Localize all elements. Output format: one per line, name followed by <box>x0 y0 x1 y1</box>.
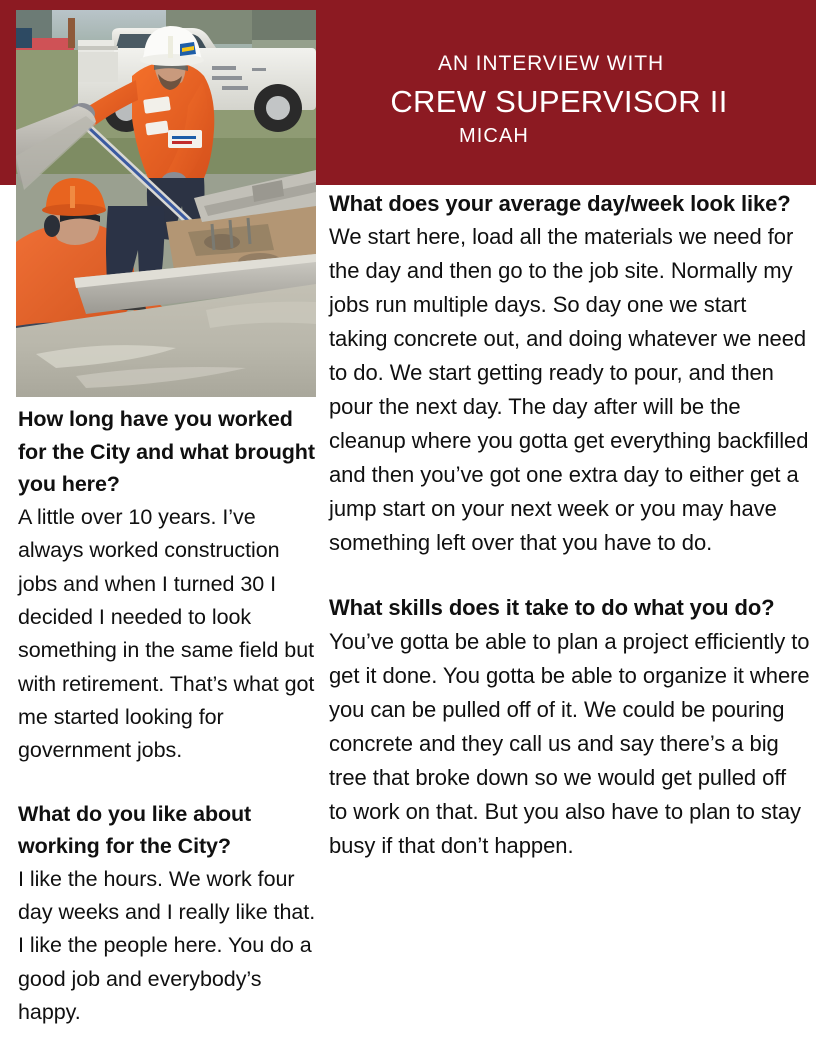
answer-text: You’ve gotta be able to plan a project efficiently to get it done. You gotta be able to organize it where you can be pulled off of it. We could be pouring concrete and they call us and say there’s a big tree that broke down so we would get pulled off to work on that. But you also have to plan to stay busy if that don’t happen. <box>329 628 810 858</box>
answer-text: A little over 10 years. I’ve always worked construction jobs and when I turned 30 I decided I needed to look something in the same field but with retirement. That’s what got me started looking for government jobs. <box>18 505 315 763</box>
question-text: What does your average day/week look like? <box>329 191 791 216</box>
question-text: How long have you worked for the City and what brought you here? <box>18 407 315 497</box>
header-banner-text <box>316 0 816 185</box>
qa-block <box>18 798 318 1030</box>
right-column <box>329 187 810 863</box>
answer-text: I like the hours. We work four day weeks and I really like that. I like the people here. You do a good job and everybody’s happy. <box>18 866 316 1025</box>
banner-headline: CREW SUPERVISOR II <box>390 84 728 119</box>
question-text: What do you like about working for the City? <box>18 801 252 859</box>
qa-block <box>329 591 810 862</box>
answer-text: We start here, load all the materials we need for the day and then go to the job site. Normally my jobs run multiple days. So day one we start taking concrete out, and doing whatever we need to do. We start getting ready to pour, and then pour the next day. The day after will be the cleanup where you gotta get everything backfilled and then you’ve got one extra day to either get a jump start on your next week or you may have something left over that you have to do. <box>329 224 809 556</box>
qa-block <box>18 403 318 768</box>
question-text: What skills does it take to do what you do? <box>329 595 775 621</box>
left-column <box>18 403 318 1029</box>
interview-photo-illustration <box>16 10 316 397</box>
banner-subject: MICAH <box>459 125 529 147</box>
qa-block <box>329 187 810 560</box>
interview-photo <box>16 10 316 397</box>
banner-kicker: AN INTERVIEW WITH <box>437 52 665 75</box>
